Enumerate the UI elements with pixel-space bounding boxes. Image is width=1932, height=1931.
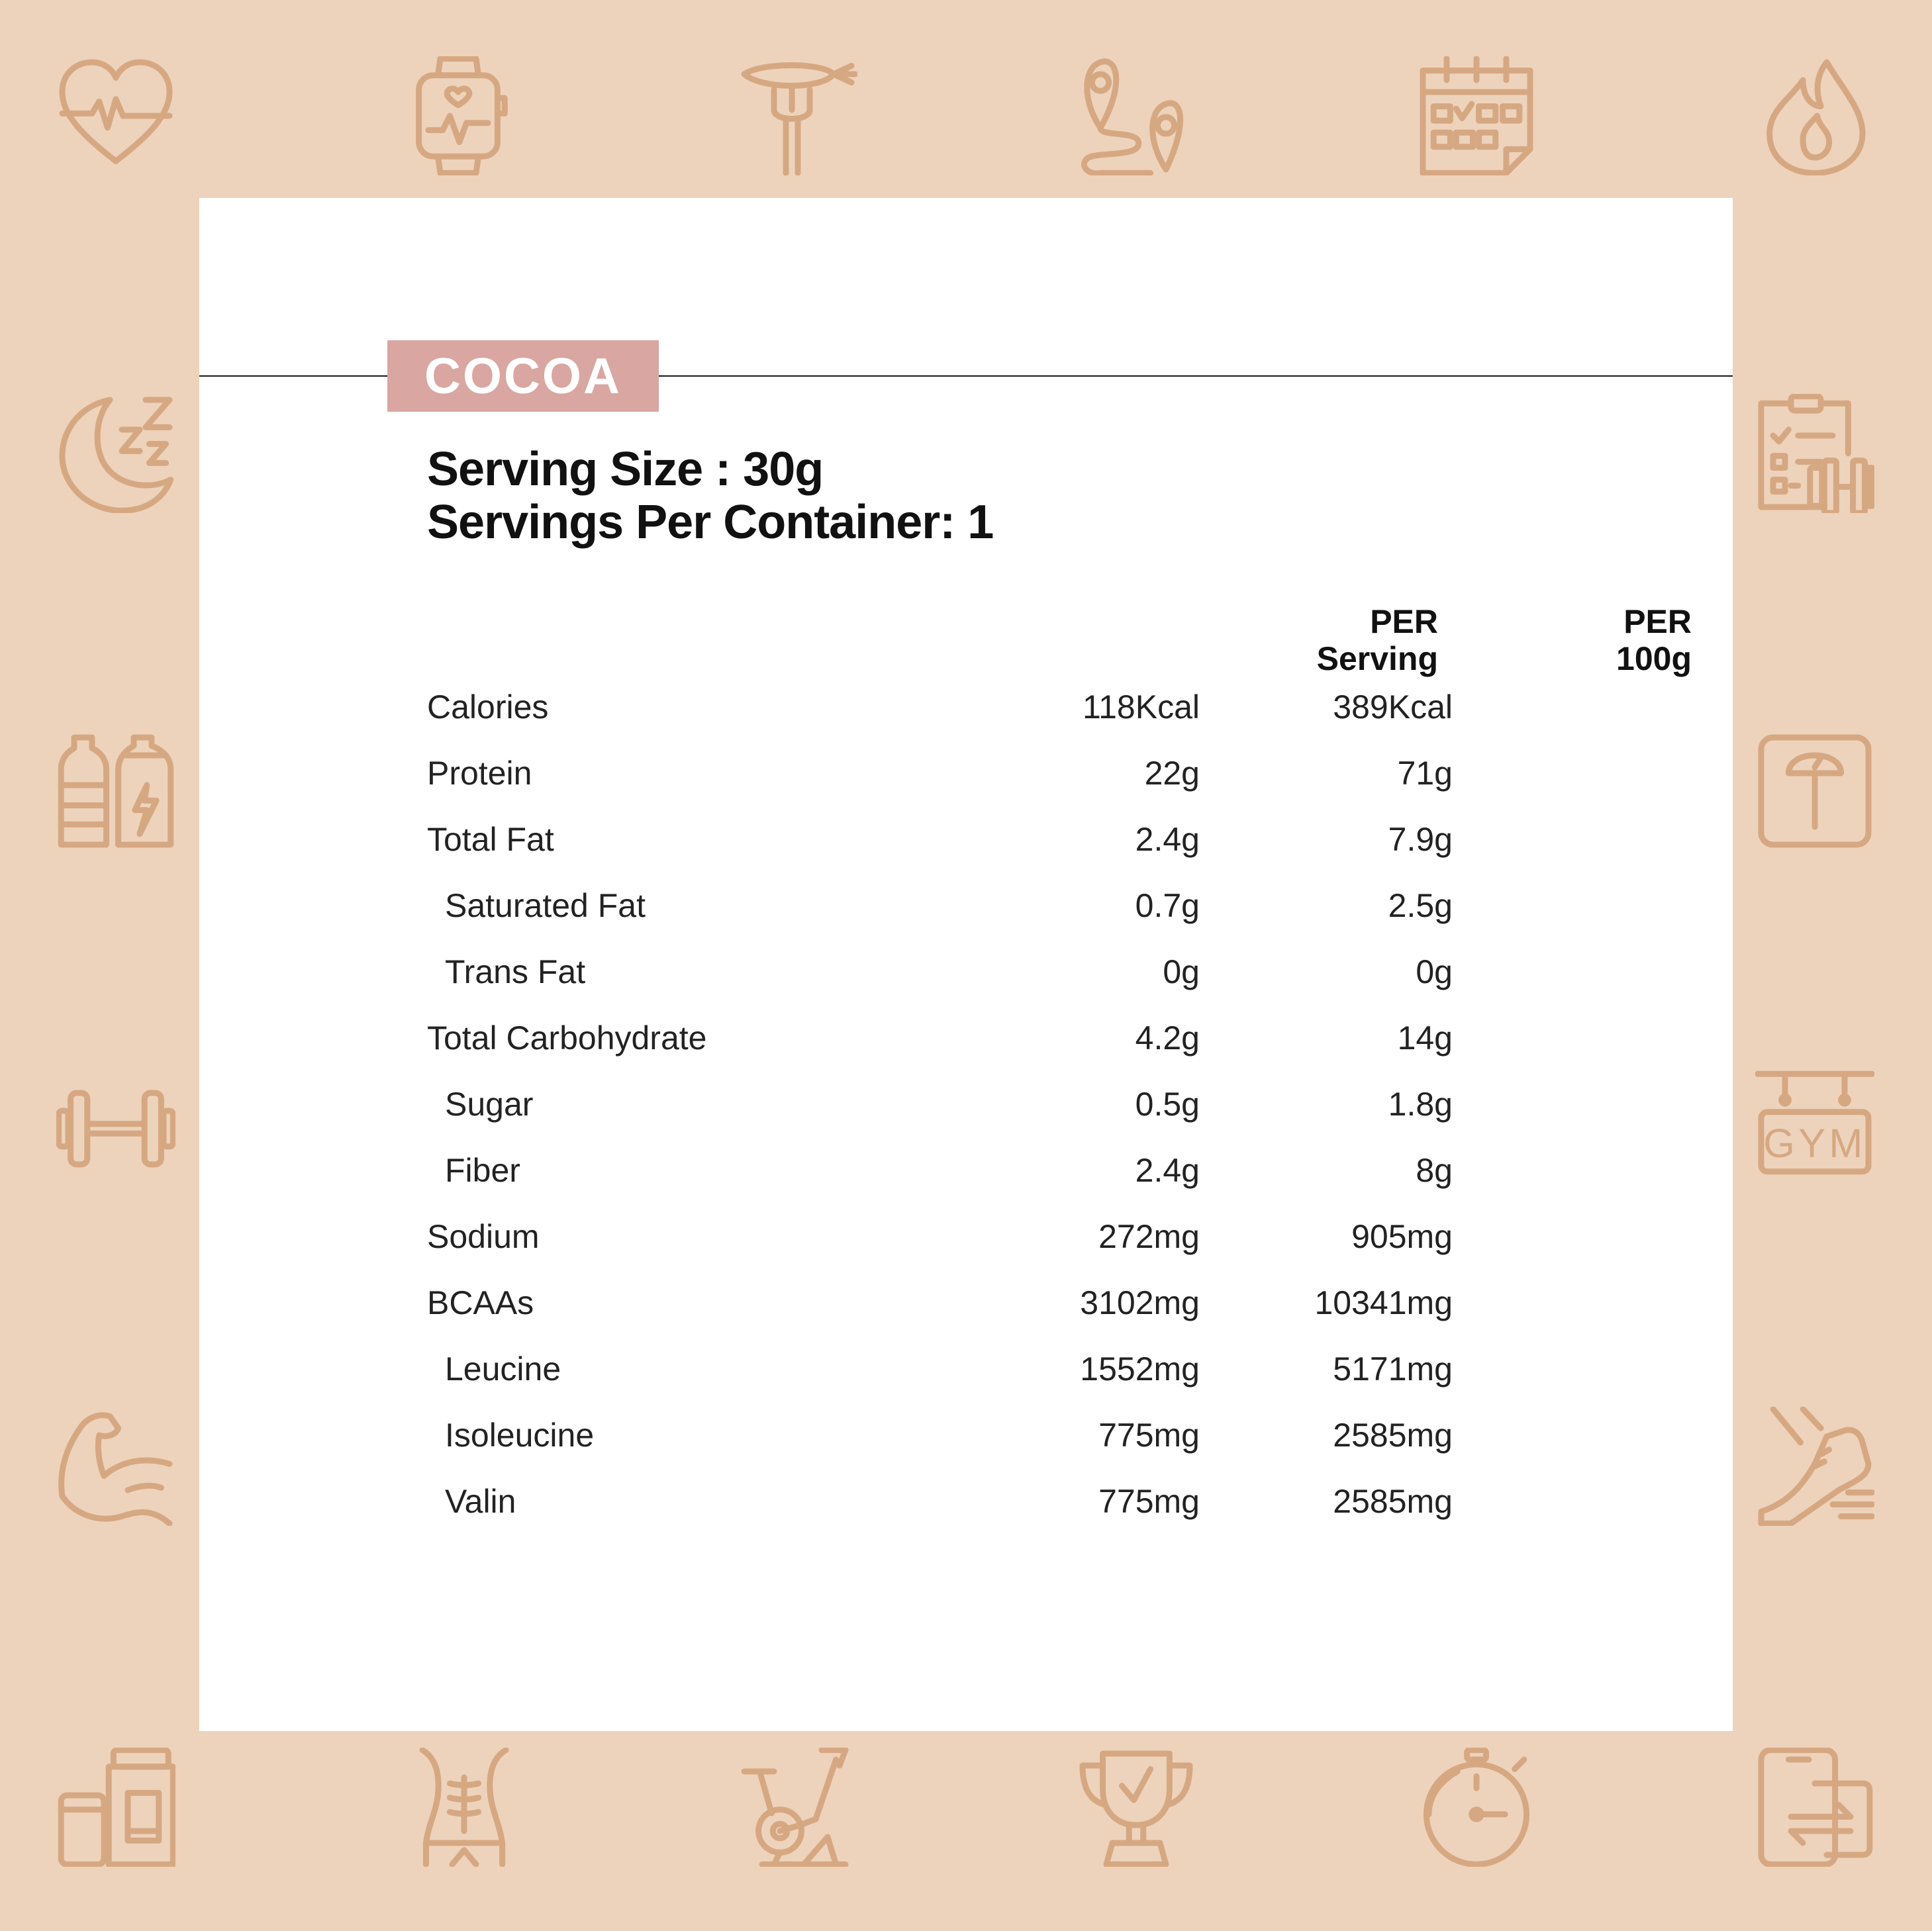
trophy-icon — [1077, 1748, 1196, 1867]
nutrient-name: Valin — [445, 1483, 516, 1520]
column-header-line: PER — [1623, 603, 1692, 640]
flavor-tag — [387, 340, 659, 412]
per-serving-value: 272mg — [1098, 1218, 1200, 1255]
supplement-jars-icon — [56, 1748, 175, 1867]
nutrient-name: Total Carbohydrate — [427, 1019, 707, 1057]
nutrient-row — [427, 1284, 1453, 1350]
nutrient-name: Sugar — [445, 1086, 534, 1123]
nutrient-name: Total Fat — [427, 821, 554, 858]
per-serving-value: 775mg — [1098, 1417, 1200, 1454]
smartwatch-icon — [405, 56, 524, 175]
dumbbell-icon — [56, 1069, 175, 1188]
gym-sign-text: GYM — [1763, 1121, 1866, 1166]
per-100g-value: 5171mg — [1333, 1350, 1453, 1388]
nutrient-table — [427, 688, 1453, 1548]
phone-sync-icon — [1755, 1748, 1874, 1867]
column-header-line: PER — [1370, 603, 1438, 640]
per-100g-value: 0g — [1416, 953, 1453, 990]
per-serving-value: 0.5g — [1135, 1086, 1200, 1123]
per-serving-value: 0g — [1163, 953, 1200, 990]
nutrient-name: Sodium — [427, 1218, 540, 1255]
per-100g-value: 2.5g — [1388, 887, 1453, 924]
calendar-icon — [1417, 56, 1536, 175]
flexed-arm-icon — [56, 1407, 175, 1526]
serving-info — [427, 443, 993, 549]
water-bottles-icon — [56, 731, 175, 851]
nutrient-row — [427, 1350, 1453, 1416]
exercise-bike-icon — [738, 1748, 857, 1867]
per-100g-value: 905mg — [1351, 1218, 1453, 1255]
nutrient-name: Saturated Fat — [445, 887, 646, 924]
per-100g-value: 8g — [1416, 1152, 1453, 1189]
heart-rate-icon — [56, 56, 175, 175]
per-serving-value: 2.4g — [1135, 821, 1200, 858]
per-100g-value: 7.9g — [1388, 821, 1453, 858]
per-100g-value: 2585mg — [1333, 1417, 1453, 1454]
nutrient-row — [427, 1151, 1453, 1217]
per-serving-value: 3102mg — [1080, 1284, 1200, 1321]
nutrient-name: Leucine — [445, 1350, 561, 1388]
per-serving-value: 775mg — [1098, 1483, 1200, 1520]
per-100g-value: 1.8g — [1388, 1086, 1453, 1123]
nutrient-row — [427, 1085, 1453, 1151]
nutrient-row — [427, 754, 1453, 820]
nutrient-row — [427, 820, 1453, 886]
sleep-moon-icon — [56, 394, 175, 513]
per-serving-value: 4.2g — [1135, 1019, 1200, 1057]
nutrition-panel — [199, 198, 1733, 1731]
per-serving-value: 2.4g — [1135, 1152, 1200, 1189]
per-serving-value: 0.7g — [1135, 887, 1200, 924]
nutrient-name: Fiber — [445, 1152, 520, 1189]
nutrient-name: BCAAs — [427, 1284, 534, 1321]
abs-torso-icon — [405, 1748, 524, 1867]
running-shoe-icon — [1755, 1407, 1874, 1526]
nutrient-row — [427, 688, 1453, 754]
per-100g-value: 71g — [1397, 755, 1453, 792]
stopwatch-icon — [1417, 1748, 1536, 1867]
route-pin-icon — [1077, 56, 1196, 175]
column-header-per-100g — [1453, 603, 1692, 677]
per-100g-value: 10341mg — [1314, 1284, 1453, 1321]
gym-sign-icon — [1755, 1069, 1874, 1188]
nutrient-row — [427, 1482, 1453, 1548]
per-100g-value: 389Kcal — [1333, 688, 1453, 726]
serving-size: Serving Size : 30g — [427, 443, 824, 496]
per-100g-value: 14g — [1397, 1019, 1453, 1057]
nutrient-name: Trans Fat — [445, 953, 586, 990]
column-header-line: 100g — [1616, 640, 1692, 677]
servings-per-container: Servings Per Container: 1 — [427, 496, 994, 549]
nutrient-row — [427, 1019, 1453, 1085]
nutrient-name: Calories — [427, 688, 549, 726]
flame-icon — [1755, 56, 1874, 175]
nutrient-name: Protein — [427, 755, 532, 792]
per-100g-value: 2585mg — [1333, 1483, 1453, 1520]
nutrient-row — [427, 1217, 1453, 1284]
nutrient-row — [427, 953, 1453, 1019]
per-serving-value: 22g — [1144, 755, 1200, 792]
per-serving-value: 118Kcal — [1083, 688, 1200, 726]
flavor-label: COCOA — [424, 348, 622, 404]
nutrient-name: Isoleucine — [445, 1417, 595, 1454]
workout-plan-icon — [1755, 394, 1874, 513]
carrot-fork-icon — [738, 56, 857, 175]
nutrient-row — [427, 886, 1453, 953]
nutrient-row — [427, 1416, 1453, 1482]
column-header-per-serving — [1200, 603, 1438, 677]
scale-icon — [1755, 731, 1874, 851]
column-header-line: Serving — [1316, 640, 1438, 677]
per-serving-value: 1552mg — [1080, 1350, 1200, 1388]
